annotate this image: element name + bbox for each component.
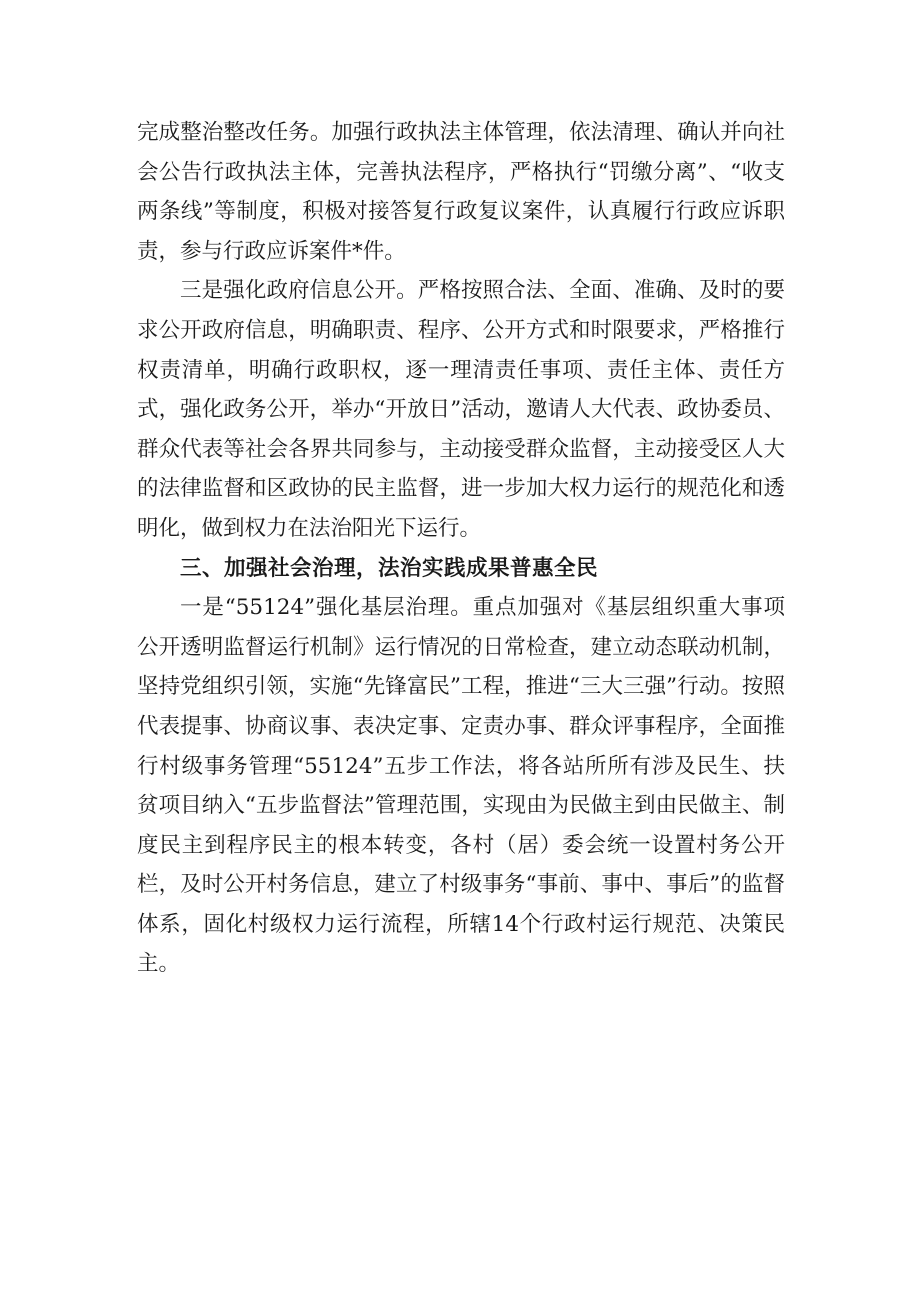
document-page: [137, 113, 785, 984]
paragraph-continuation: 完成整治整改任务。加强行政执法主体管理，依法清理、确认并向社会公告行政执法主体，完善执法程序，严格执行“罚缴分离”、“收支两条线”等制度，积极对接答复行政复议案件，认真履行行政应诉职责，参与行政应诉案件*件。: [137, 120, 785, 264]
paragraph-grassroots-governance: 一是“55124”强化基层治理。重点加强对《基层组织重大事项公开透明监督运行机制》运行情况的日常检查，建立动态联动机制，坚持党组织引领，实施“先锋富民”工程，推进“三大三强”行动。按照代表提事、协商议事、表决定事、定责办事、群众评事程序，全面推行村级事务管理“55124”五步工作法，将各站所所有涉及民生、扶贫项目纳入“五步监督法”管理范围，实现由为民做主到由民做主、制度民主到程序民主的根本转变，各村（居）委会统一设置村务公开栏，及时公开村务信息，建立了村级事务“事前、事中、事后”的监督体系，固化村级权力运行流程，所辖14个行政村运行规范、决策民主。: [137, 595, 785, 977]
paragraph-government-info: 三是强化政府信息公开。严格按照合法、全面、准确、及时的要求公开政府信息，明确职责、程序、公开方式和时限要求，严格推行权责清单，明确行政职权，逐一理清责任事项、责任主体、责任方式，强化政务公开，举办“开放日”活动，邀请人大代表、政协委员、群众代表等社会各界共同参与，主动接受群众监督，主动接受区人大的法律监督和区政协的民主监督，进一步加大权力运行的规范化和透明化，做到权力在法治阳光下运行。: [137, 278, 785, 541]
section-heading: 三、加强社会治理，法治实践成果普惠全民: [180, 555, 599, 581]
